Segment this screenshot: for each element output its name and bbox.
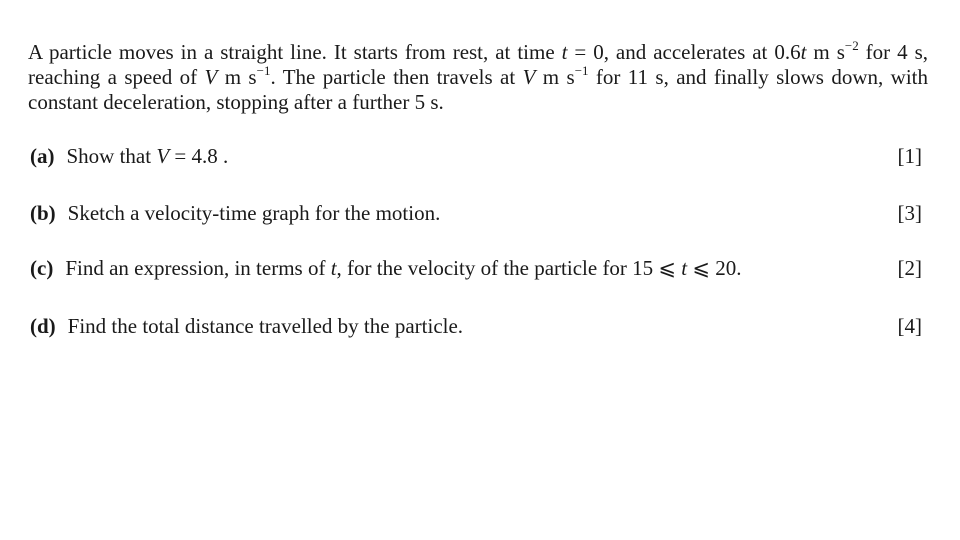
var-v: V (156, 144, 170, 168)
question-text: Find the total distance travelled by the particle. (67, 314, 464, 338)
unit: m s (806, 40, 845, 64)
text: for 4 s, (858, 40, 928, 64)
text: reaching a speed of (28, 65, 205, 89)
statement-line-1 (28, 40, 928, 65)
text: = 0, and accelerates at 0.6 (567, 40, 801, 64)
question-c (30, 256, 922, 281)
question-text: Sketch a velocity-time graph for the motion. (67, 201, 441, 225)
unit: m s (535, 65, 575, 89)
question-d (30, 314, 922, 339)
problem-statement (28, 40, 928, 115)
text: Find an expression, in terms of (65, 256, 331, 280)
question-a (30, 144, 922, 169)
statement-line-2 (28, 65, 928, 90)
marks: [2] (897, 256, 922, 280)
exponent: −2 (844, 38, 859, 53)
var-t: t (800, 40, 807, 64)
var-t: t (681, 256, 688, 280)
var-t: t (561, 40, 568, 64)
question-b (30, 201, 922, 226)
exponent: −1 (574, 63, 589, 78)
statement-line-3: constant deceleration, stopping after a further 5 s. (28, 90, 444, 114)
marks: [4] (897, 314, 922, 338)
question-text (65, 256, 741, 280)
var-v: V (522, 65, 536, 89)
text: = 4.8 . (169, 144, 229, 168)
marks: [1] (897, 144, 922, 168)
question-text (67, 144, 229, 168)
unit: m s (217, 65, 257, 89)
question-label: (d) (30, 314, 56, 338)
var-v: V (204, 65, 218, 89)
question-label: (a) (30, 144, 55, 168)
exponent: −1 (256, 63, 271, 78)
text: for 11 s, and finally slows down, with (588, 65, 929, 89)
text: , for the velocity of the particle for 15 ⩽ (336, 256, 682, 280)
text: ⩽ 20. (687, 256, 742, 280)
marks: [3] (897, 201, 922, 225)
question-label: (b) (30, 201, 56, 225)
text: Show that (66, 144, 157, 168)
text: . The particle then travels at (270, 65, 523, 89)
text: A particle moves in a straight line. It starts from rest, at time (28, 40, 562, 64)
question-label: (c) (30, 256, 54, 280)
var-t: t (330, 256, 337, 280)
